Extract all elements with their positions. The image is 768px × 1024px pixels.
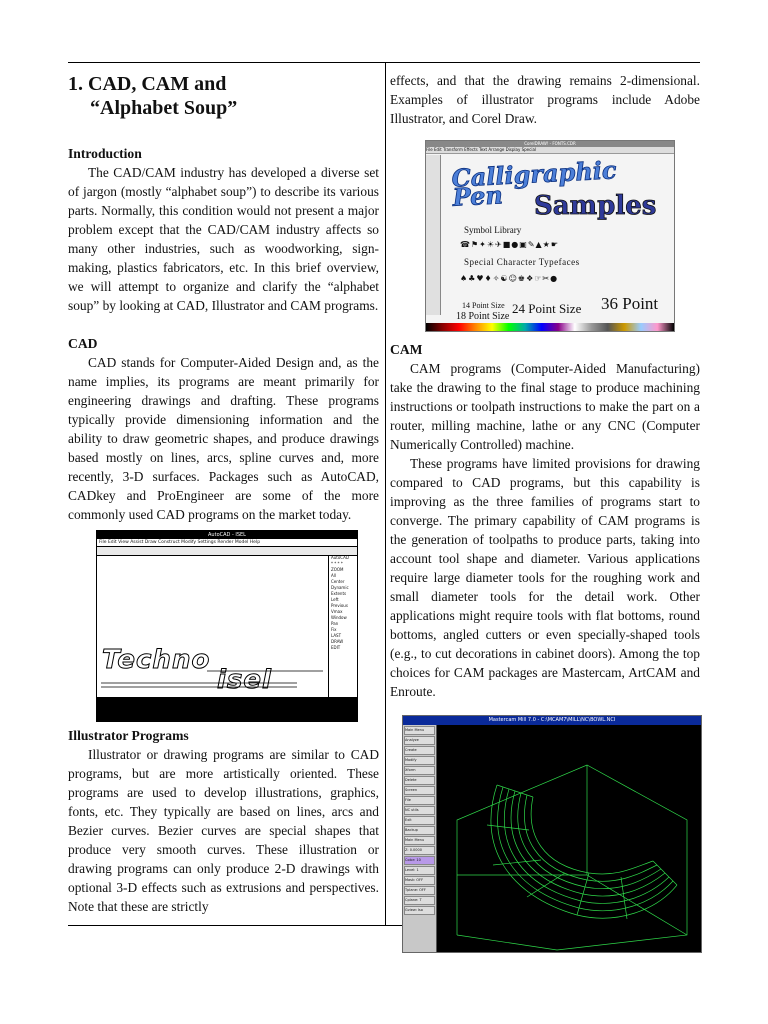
cam-menu-item: File	[404, 796, 435, 805]
autocad-screenshot	[96, 530, 358, 722]
cam-menu-item: Screen	[404, 786, 435, 795]
side-menu-item: Window	[331, 615, 347, 620]
illustrator-heading: Illustrator Programs	[68, 728, 189, 743]
side-menu-item: All	[331, 573, 336, 578]
mastercam-screenshot	[402, 715, 702, 953]
side-menu-item: Vmax	[331, 609, 343, 614]
side-menu-item: Fix	[331, 627, 337, 632]
cam-text-1: CAM programs (Computer-Aided Manufacturing) take the drawing to the final stage to produce machining instructions or toolpath instructions to make the part on a router, milling machine, lathe or any CNC (Computer Numerically Controlled) machine.	[390, 361, 700, 452]
cam-menu-item: Mask: OFF	[404, 876, 435, 885]
side-menu-item: DRAW	[331, 639, 344, 644]
side-menu-item: ZOOM	[331, 567, 344, 572]
symbol-library-label: Symbol Library	[464, 225, 522, 235]
cam-menu-item: Tplane: OFF	[404, 886, 435, 895]
autocad-drawing-lines	[97, 531, 329, 697]
cam-menu-item: Xform	[404, 766, 435, 775]
autocad-side-menu	[328, 555, 357, 697]
side-menu-item: Previous	[331, 603, 348, 608]
cad-text: CAD stands for Computer-Aided Design and, as the name implies, its programs are meant primarily for engineering drawings and drafting. These programs typically provide dimensioning information and the ability to draw geometric shapes, and produce drawings based mostly on lines, arcs, spline curves and, more recently, 3-D surfaces. Packages such as AutoCAD, CADkey and ProEngineer are some of the more commonly used CAD programs on the market today.	[68, 355, 379, 522]
autocad-command-area	[97, 697, 357, 721]
left-column	[68, 68, 379, 916]
cad-heading: CAD	[68, 336, 98, 351]
cam-menu-item: Main Menu	[404, 726, 435, 735]
introduction-text: The CAD/CAM industry has developed a diverse set of jargon (mostly “alphabet soup”) to describe its various parts. Normally, this condition would not present a major problem except that the CAD/CAM industry affects so many other industries, such as woodworking, sign-making, plastics fabricators, etc. In this brief overview, we will attempt to organize and clarify the “alphabet soup” by looking at CAD, Illustrator and CAM programs.	[68, 165, 379, 313]
coreldraw-toolbox	[426, 155, 441, 315]
techno-logo: Techno	[102, 645, 211, 675]
side-menu-item: Dynamic	[331, 585, 349, 590]
point-24-sample: 24 Point Size	[512, 301, 582, 316]
side-menu-item: Left	[331, 597, 339, 602]
side-menu-item: EDIT	[331, 645, 341, 650]
cam-menu-item: Cplane: T	[404, 896, 435, 905]
color-palette	[426, 323, 674, 331]
cam-menu-item: Main Menu	[404, 836, 435, 845]
samples-text: Samples	[534, 191, 657, 221]
cam-menu-item: Z: 0.0000	[404, 846, 435, 855]
special-character-row: ♠♣♥♦✧☯☺♚❖☞✂●	[460, 274, 559, 283]
coreldraw-menu-bar: File Edit Transform Effects Text Arrange Display Special	[426, 147, 674, 154]
isel-logo: isel	[217, 665, 272, 695]
calligraphic-pen-title: Calligraphic Pen	[450, 155, 618, 212]
cam-menu-item: NC utils	[404, 806, 435, 815]
coreldraw-screenshot	[425, 140, 675, 332]
cam-menu-item: Color: 10	[404, 856, 435, 865]
column-divider	[385, 62, 386, 926]
introduction-heading: Introduction	[68, 146, 142, 161]
cam-menu-item: Create	[404, 746, 435, 755]
cam-menu-item: Level: 1	[404, 866, 435, 875]
right-column	[390, 71, 700, 953]
mastercam-menu	[403, 725, 437, 952]
cam-menu-item: Backup	[404, 826, 435, 835]
chapter-number: 1.	[68, 73, 83, 95]
point-36-sample: 36 Point	[601, 294, 659, 313]
cam-heading: CAM	[390, 342, 423, 357]
mastercam-window-title: Mastercam Mill 7.0 - C:\MCAM7\MILL\NC\BOWL.NCI	[403, 716, 701, 725]
side-menu-item: Extents	[331, 591, 347, 596]
chapter-title-line2: “Alphabet Soup”	[90, 97, 238, 119]
illustrator-text-continued: effects, and that the drawing remains 2-dimensional. Examples of illustrator programs include Adobe Illustrator, and Corel Draw.	[390, 73, 700, 126]
side-menu-item: AutoCAD	[331, 555, 349, 560]
top-rule	[68, 62, 700, 63]
symbol-row: ☎⚑✦☀✈■●▣✎▲★☛	[460, 240, 560, 249]
chapter-title-line1: CAD, CAM and	[88, 73, 227, 95]
cam-menu-item: Analyze	[404, 736, 435, 745]
autocad-menu-bar: File Edit View Assist Draw Construct Modify Settings Render Model Help	[97, 539, 357, 547]
autocad-window-title: AutoCAD - ISEL	[97, 531, 357, 539]
cam-menu-item: Exit	[404, 816, 435, 825]
chapter-title	[68, 72, 379, 120]
point-14-sample: 14 Point Size	[462, 301, 505, 310]
special-characters-label: Special Character Typefaces	[464, 257, 580, 267]
cam-text-2: These programs have limited provisions for drawing compared to CAD programs, but this capability is improving as the three families of programs start to converge. The primary capability of CAM programs is the generation of toolpaths to produce parts, taking into account tool shape and diameter. Various applications require large diameter tools for the roughing work and small diameter tools for the detail work. Other applications might require tools with flat bottoms, round bottoms, angled cutters or even specially-shaped tools (e.g., to cut decorations in cabinet doors). Among the top choices for CAM packages are Mastercam, ArtCAM and Enroute.	[390, 456, 700, 699]
side-menu-item: Pan	[331, 621, 339, 626]
side-menu-item: * * * *	[331, 561, 343, 566]
point-18-sample: 18 Point Size	[456, 311, 510, 322]
illustrator-text: Illustrator or drawing programs are similar to CAD programs, but are more artistically oriented. These programs are used to develop illustrations, graphics, fonts, etc. They typically are based on lines, arcs and Bezier curves. Bezier curves are special shapes that produce very smooth curves. These illustration or drawing programs can only produce 2-D drawings with optional 3-D effects such as extrusions and perspectives. Note that these are strictly	[68, 747, 379, 914]
mastercam-viewport	[437, 725, 701, 952]
cam-menu-item: Modify	[404, 756, 435, 765]
coreldraw-window-title: CorelDRAW! - FONTS.CDR	[426, 141, 674, 147]
cam-menu-item: Gview: Iso	[404, 906, 435, 915]
side-menu-item: Center	[331, 579, 345, 584]
side-menu-item: LAST	[331, 633, 342, 638]
cam-menu-item: Delete	[404, 776, 435, 785]
toolpath-wireframe	[437, 725, 701, 952]
